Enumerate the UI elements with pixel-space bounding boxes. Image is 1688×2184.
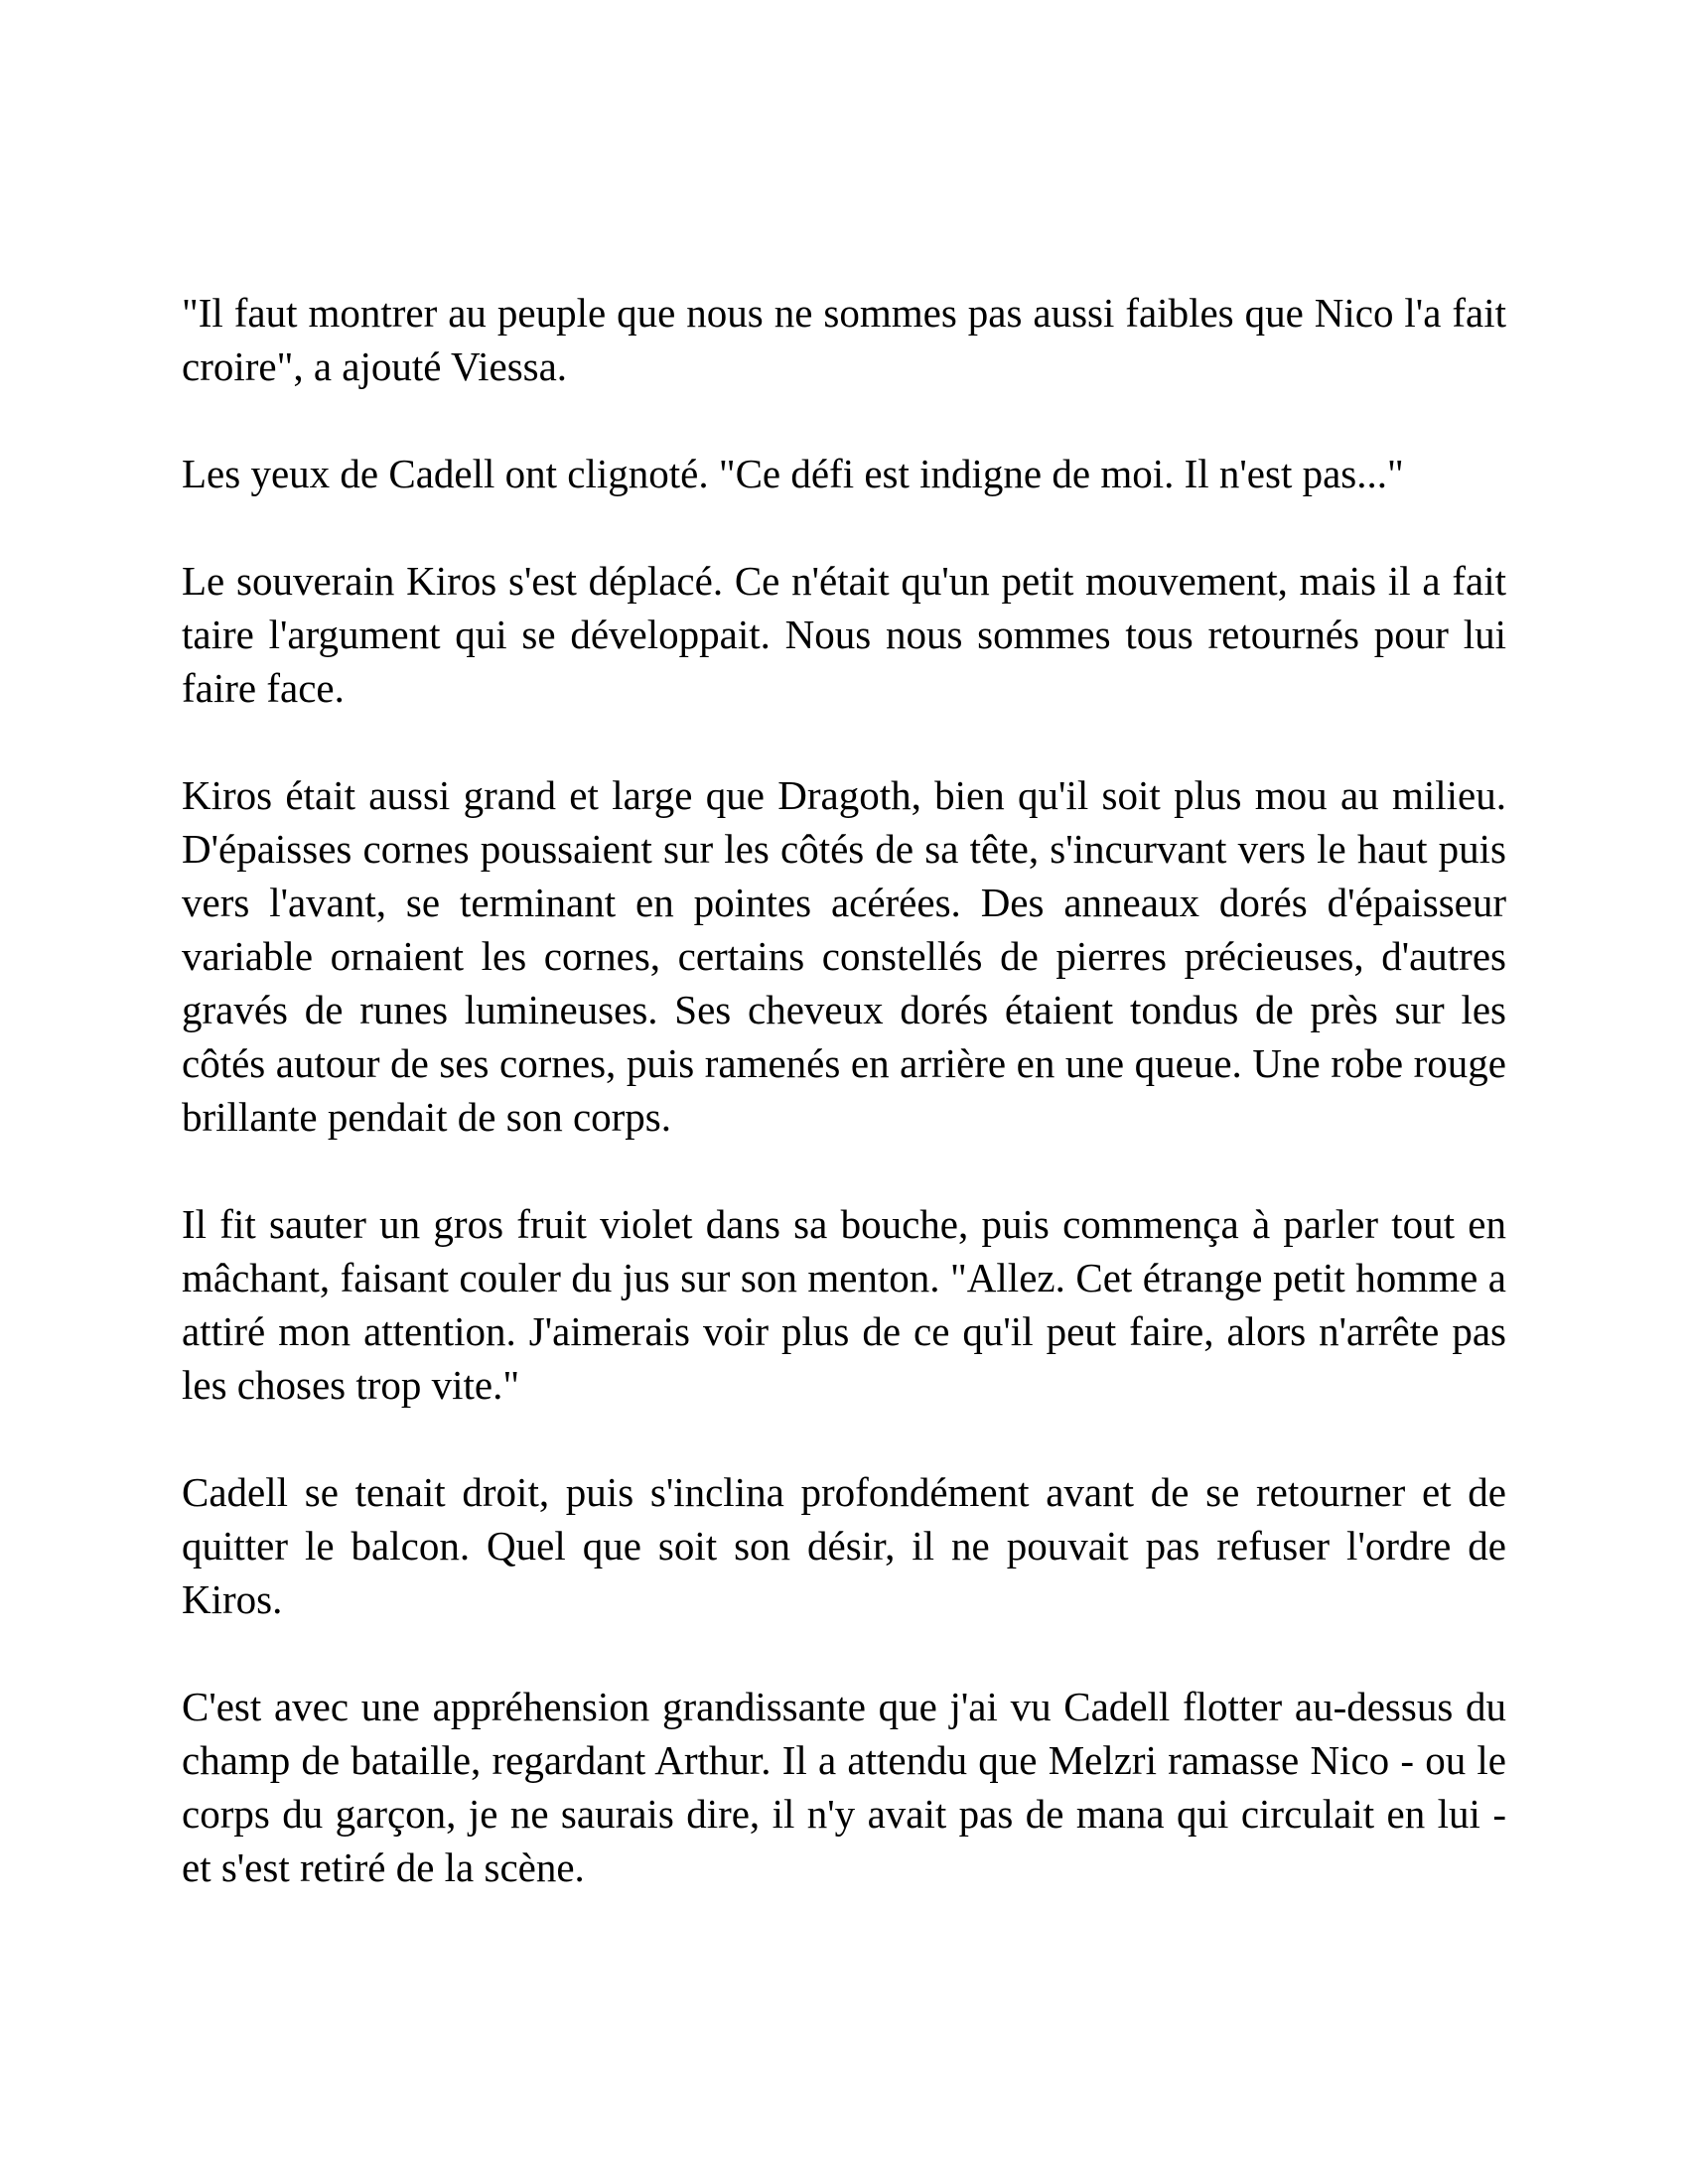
paragraph: Il fit sauter un gros fruit violet dans sa bouche, puis commença à parler tout en mâchant, faisant couler du jus sur son menton. "Allez. Cet étrange petit homme a attiré mon attention. J'aimerais voir plus de ce qu'il peut faire, alors n'arrête pas les choses trop vite." — [182, 1201, 1506, 1408]
paragraph: Le souverain Kiros s'est déplacé. Ce n'était qu'un petit mouvement, mais il a fait taire l'argument qui se développait. Nous nous sommes tous retournés pour lui faire face. — [182, 558, 1506, 711]
paragraph: Kiros était aussi grand et large que Dragoth, bien qu'il soit plus mou au milieu. D'épaisses cornes poussaient sur les côtés de sa tête, s'incurvant vers le haut puis vers l'avant, se terminant en pointes acérées. Des anneaux dorés d'épaisseur variable ornaient les cornes, certains constellés de pierres précieuses, d'autres gravés de runes lumineuses. Ses cheveux dorés étaient tondus de près sur les côtés autour de ses cornes, puis ramenés en arrière en une queue. Une robe rouge brillante pendait de son corps. — [182, 772, 1506, 1140]
paragraph: "Il faut montrer au peuple que nous ne sommes pas aussi faibles que Nico l'a fait croire", a ajouté Viessa. — [182, 290, 1506, 389]
paragraph: Les yeux de Cadell ont clignoté. "Ce défi est indigne de moi. Il n'est pas..." — [182, 451, 1404, 496]
paragraph: C'est avec une appréhension grandissante que j'ai vu Cadell flotter au-dessus du champ de bataille, regardant Arthur. Il a attendu que Melzri ramasse Nico - ou le corps du garçon, je ne saurais dire, il n'y avait pas de mana qui circulait en lui - et s'est retiré de la scène. — [182, 1684, 1506, 1890]
paragraph: Cadell se tenait droit, puis s'inclina profondément avant de se retourner et de quitter le balcon. Quel que soit son désir, il ne pouvait pas refuser l'ordre de Kiros. — [182, 1469, 1506, 1622]
